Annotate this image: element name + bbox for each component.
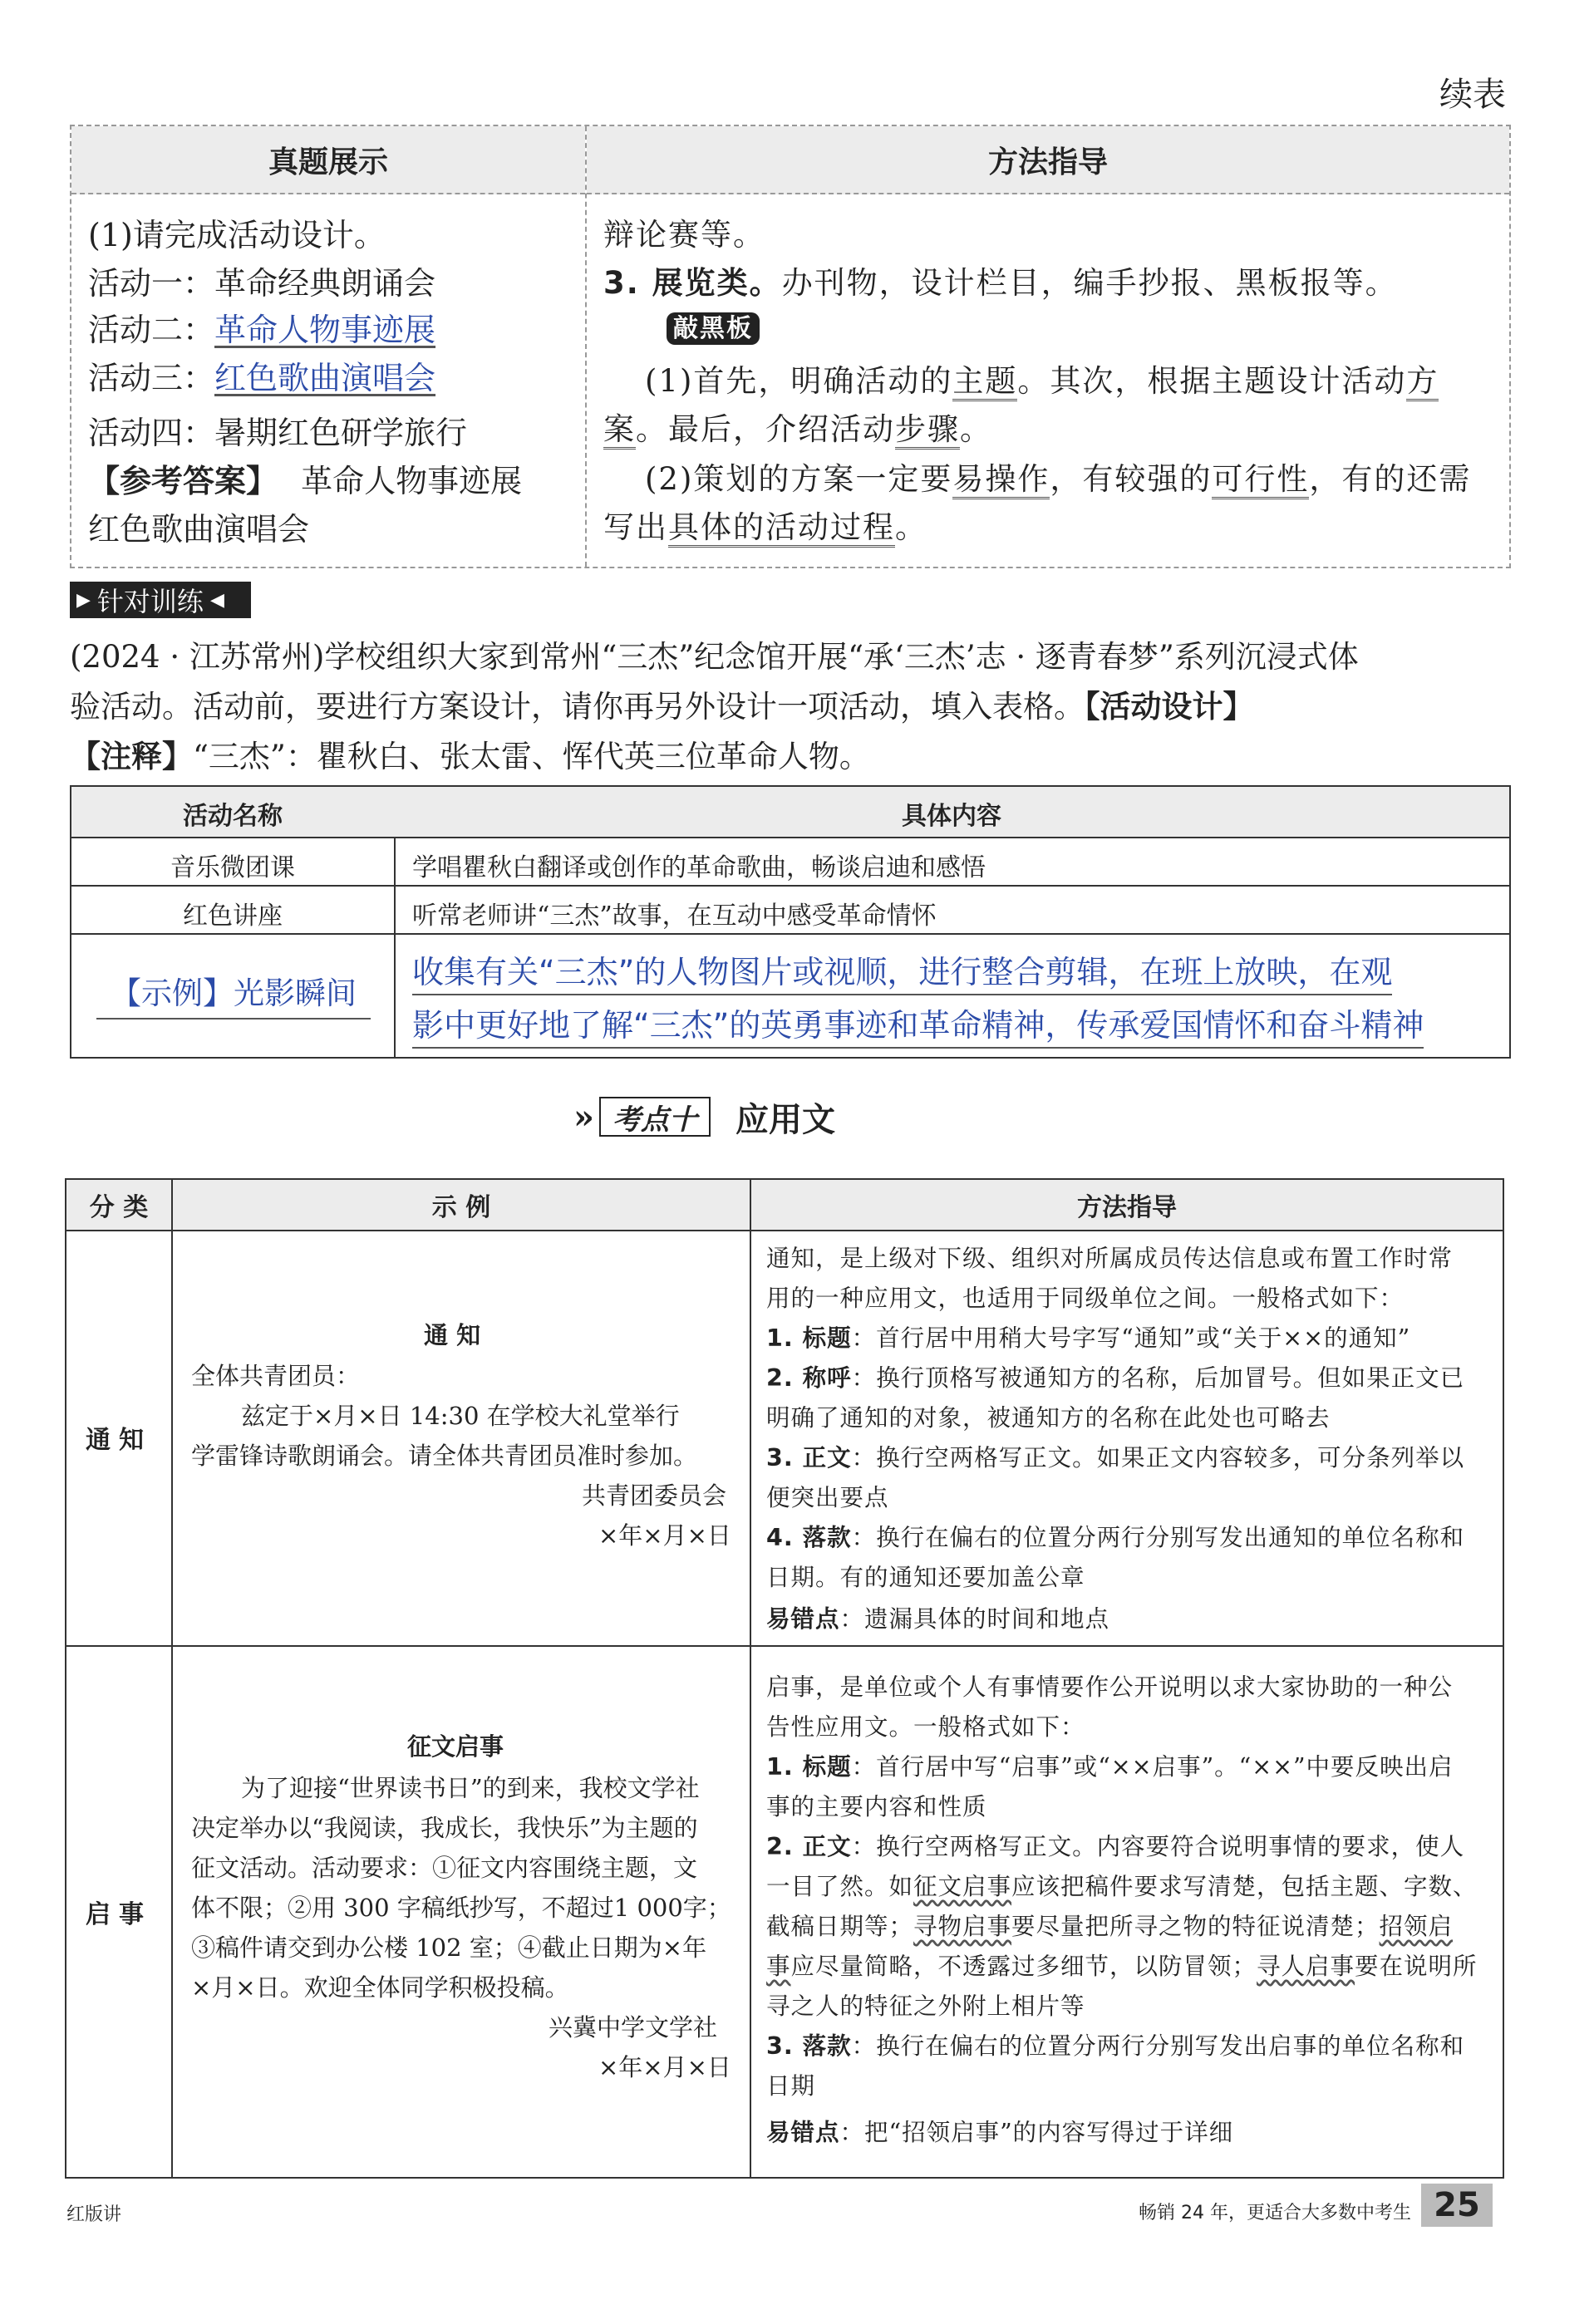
- notice-guide-line: 日期。有的通知还要加盖公章: [766, 1564, 1085, 1591]
- table-row-answer: [71, 933, 1509, 1059]
- topic-badge: 考点十: [599, 1097, 711, 1137]
- practical-writing-table: [65, 1178, 1504, 2179]
- notice-line: 学雷锋诗歌朗诵会。请全体共青团员准时参加。: [191, 1442, 698, 1470]
- announce-guide-line: 事的主要内容和性质: [766, 1793, 987, 1820]
- header-method-guide: 方法指导: [587, 126, 1509, 194]
- notice-guide-line: 通知，是上级对下级、组织对所属成员传达信息或布置工作时常: [766, 1245, 1454, 1272]
- notice-guide-body: 3. 正文：换行空两格写正文。如果正文内容较多，可分条列举以: [766, 1444, 1465, 1472]
- announce-guide-line: 日期: [766, 2072, 816, 2100]
- announcement-line: 决定举办以“我阅读，我成长，我快乐”为主题的: [191, 1814, 698, 1842]
- table3-header: 分 类 示 例 方法指导: [66, 1180, 1503, 1231]
- announce-guide-line: 启事，是单位或个人有事情要作公开说明以求大家协助的一种公: [766, 1673, 1454, 1701]
- notice-sign: 共青团委员会: [582, 1481, 727, 1510]
- activity-1: 活动一：革命经典朗诵会: [88, 265, 436, 302]
- notice-guide-line: 便突出要点: [766, 1484, 889, 1511]
- announcement-title: 征文启事: [407, 1732, 504, 1761]
- tip-1-line-2: 案。最后，介绍活动步骤。: [603, 404, 992, 449]
- training-question-line-2: 验活动。活动前，要进行方案设计，请你再另外设计一项活动，填入表格。【活动设计】: [70, 689, 1254, 725]
- play-left-icon: ◀: [209, 589, 224, 611]
- announce-guide-signoff: 3. 落款：换行在偏右的位置分两行分别写发出启事的单位名称和: [766, 2032, 1465, 2060]
- answer-activity-3: 红色歌曲演唱会: [214, 360, 436, 396]
- tip-badge: 敲黑板: [667, 307, 760, 344]
- notice-guide-error: 易错点：遗漏具体的时间和地点: [766, 1605, 1110, 1633]
- answer-content-line-1: 收集有关“三杰”的人物图片或视顺，进行整合剪辑，在班上放映，在观: [412, 946, 1392, 995]
- announce-guide-error: 易错点：把“招领启事”的内容写得过于详细: [766, 2119, 1234, 2146]
- footer-slogan: 畅销 24 年，更适合大多数中考生: [1139, 2203, 1411, 2223]
- training-label: ▶ 针对训练 ◀: [70, 582, 251, 618]
- announce-guide-line: 事应尽量简略，不透露过多细节，以防冒领；寻人启事要在说明所: [766, 1953, 1478, 1980]
- announce-guide-line: 一目了然。如征文启事应该把稿件要求写清楚，包括主题、字数、: [766, 1873, 1478, 1900]
- announcement-line: ③稿件请交到办公楼 102 室；④截止日期为×年: [191, 1933, 707, 1962]
- announcement-line: 征文活动。活动要求：①征文内容围绕主题，文: [191, 1854, 698, 1882]
- announcement-line: 体不限；②用 300 字稿纸抄写，不超过1 000字；: [191, 1894, 731, 1922]
- answer-content-line-2: 影中更好地了解“三杰”的英勇事迹和革命精神，传承爱国情怀和奋斗精神: [412, 1000, 1424, 1049]
- answer-activity-name: 【示例】光影瞬间: [96, 968, 371, 1020]
- header-exam-display: 真题展示: [71, 126, 585, 194]
- tip-1-line-1: (1)首先，明确活动的主题。其次，根据主题设计活动方: [645, 356, 1439, 400]
- page-number: 25: [1421, 2184, 1493, 2227]
- announcement-date: ×年×月×日: [598, 2053, 731, 2081]
- notice-title: 通 知: [424, 1321, 481, 1349]
- double-chevron-icon: »: [573, 1097, 594, 1137]
- training-question-line-1: (2024 · 江苏常州)学校组织大家到常州“三杰”纪念馆开展“承‘三杰’志 · 逐青春梦”系列沉浸式体: [70, 639, 1359, 675]
- tip-2-line-1: (2)策划的方案一定要易操作，有较强的可行性，有的还需: [645, 454, 1471, 499]
- footer-brand: 红版讲: [66, 2204, 122, 2225]
- announce-guide-line: 告性应用文。一般格式如下：: [766, 1713, 1085, 1741]
- notice-guide-line: 用的一种应用文，也适用于同级单位之间。一般格式如下：: [766, 1285, 1405, 1312]
- tip-2-line-2: 写出具体的活动过程。: [603, 502, 927, 547]
- activity-3: 活动三：红色歌曲演唱会: [88, 360, 436, 396]
- activity-design-table: [70, 785, 1511, 1059]
- reference-answer-2: 红色歌曲演唱会: [88, 511, 310, 548]
- topic-title: 应用文: [736, 1100, 835, 1139]
- table-row: 音乐微团课 学唱瞿秋白翻译或创作的革命歌曲，畅谈启迪和感悟: [71, 837, 1509, 887]
- question-prompt: (1)请完成活动设计。: [88, 217, 386, 253]
- notice-guide-title: 1. 标题：首行居中用稍大号字写“通知”或“关于××的通知”: [766, 1324, 1411, 1352]
- notice-line: 兹定于×月×日 14:30 在学校大礼堂举行: [241, 1402, 680, 1430]
- announce-guide-line: 截稿日期等；寻物启事要尽量把所寻之物的特征说清楚；招领启: [766, 1913, 1454, 1940]
- table-row: 红色讲座 听常老师讲“三杰”故事，在互动中感受革命情怀: [71, 885, 1509, 935]
- answer-activity-2: 革命人物事迹展: [214, 312, 436, 348]
- category-notice: 通知: [86, 1426, 152, 1455]
- reference-answer-label: 【参考答案】: [88, 463, 278, 499]
- method-line-1: 辩论赛等。: [603, 217, 765, 253]
- notice-line: 全体共青团员：: [191, 1362, 361, 1390]
- method-line-2: 3. 展览类。办刊物，设计栏目，编手抄报、黑板报等。: [603, 265, 1398, 301]
- announcement-sign: 兴冀中学文学社: [549, 2013, 718, 2041]
- topic-heading: [573, 1095, 835, 1138]
- play-right-icon: ▶: [76, 589, 91, 611]
- activity-2: 活动二：革命人物事迹展: [88, 312, 436, 348]
- continuation-label: 续表: [1439, 76, 1506, 114]
- announce-guide-line: 寻之人的特征之外附上相片等: [766, 1992, 1085, 2020]
- announce-guide-body: 2. 正文：换行空两格写正文。内容要符合说明事情的要求，使人: [766, 1833, 1465, 1860]
- reference-answer: 【参考答案】 革命人物事迹展: [88, 463, 523, 499]
- category-announcement: 启事: [86, 1900, 152, 1929]
- notice-guide-salutation: 2. 称呼：换行顶格写被通知方的名称，后加冒号。但如果正文已: [766, 1364, 1465, 1392]
- notice-date: ×年×月×日: [598, 1521, 731, 1550]
- training-note: 【注释】“三杰”：瞿秋白、张太雷、恽代英三位革命人物。: [70, 739, 870, 774]
- table2-header: 活动名称 具体内容: [71, 787, 1509, 837]
- announcement-line: ×月×日。欢迎全体同学积极投稿。: [191, 1973, 569, 2002]
- exam-method-table: [70, 125, 1511, 568]
- notice-guide-line: 明确了通知的对象，被通知方的名称在此处也可略去: [766, 1404, 1331, 1432]
- activity-4: 活动四：暑期红色研学旅行: [88, 415, 468, 451]
- announcement-line: 为了迎接“世界读书日”的到来，我校文学社: [241, 1774, 700, 1802]
- announce-guide-title: 1. 标题：首行居中写“启事”或“××启事”。“××”中要反映出启: [766, 1753, 1454, 1781]
- notice-guide-signoff: 4. 落款：换行在偏右的位置分两行分别写发出通知的单位名称和: [766, 1524, 1465, 1551]
